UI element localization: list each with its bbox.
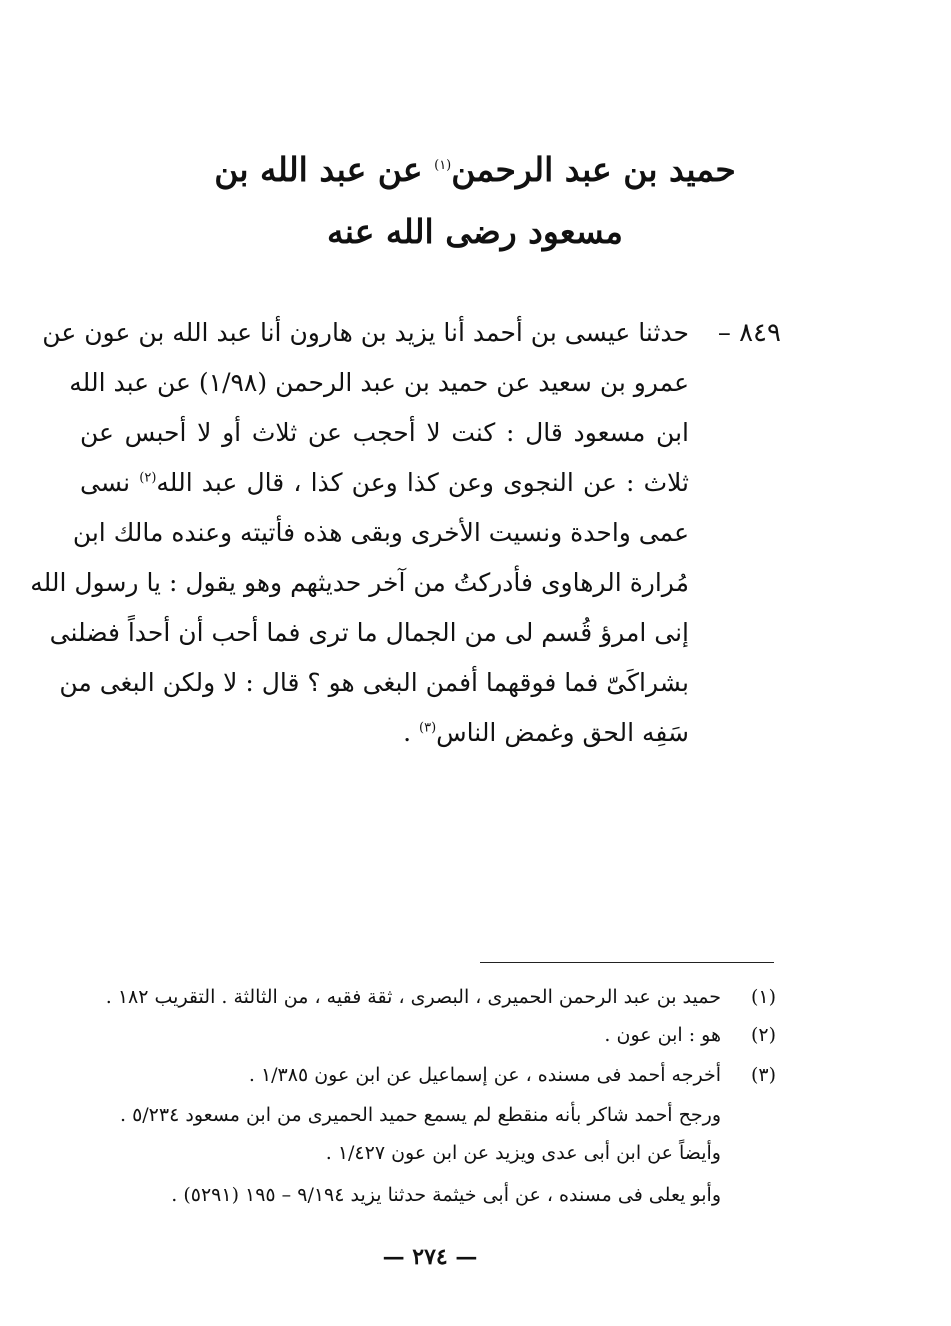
- hadith-line-7: إنى امرؤ قُسم لى من الجمال ما ترى فما أحب أن أحداً فضلنى: [49, 618, 689, 647]
- heading-text-rest: عن عبد الله بن: [214, 150, 435, 189]
- footnote-3-continuation-2: وأيضاً عن ابن أبى عدى ويزيد عن ابن عون ١/٤٢٧ .: [325, 1142, 721, 1164]
- hadith-line-4-rest: نسى: [80, 468, 140, 497]
- hadith-number: ٨٤٩ –: [717, 318, 781, 348]
- chapter-heading-line-2: مسعود رضى الله عنه: [327, 212, 623, 251]
- hadith-line-1: حدثنا عيسى بن أحمد أنا يزيد بن هارون أنا عبد الله بن عون عن: [42, 318, 689, 347]
- hadith-line-6: مُرارة الرهاوى فأدركتُ من آخر حديثهم وهو يقول : يا رسول الله: [30, 568, 689, 597]
- hadith-line-4: [80, 463, 689, 503]
- hadith-line-8: بشراكَىّ فما فوقهما أفمن البغى هو ؟ قال : لا ولكن البغى من: [59, 668, 689, 697]
- footnote-mark-2: (٢): [750, 1024, 776, 1046]
- footnote-ref-2: (٢): [139, 470, 157, 486]
- footnote-2: هو : ابن عون .: [604, 1024, 721, 1046]
- hadith-line-4-text: ثلاث : عن النجوى وعن كذا وعن كذا ، قال عبد الله: [156, 468, 690, 497]
- footnote-ref-3: (٣): [419, 720, 437, 736]
- heading-text: حميد بن عبد الرحمن: [451, 150, 736, 189]
- footnote-mark-1: (١): [750, 986, 776, 1008]
- hadith-line-2: عمرو بن سعيد عن حميد بن عبد الرحمن (١/٩٨) عن عبد الله: [69, 368, 689, 397]
- hadith-line-9: [403, 713, 689, 753]
- hadith-line-9-end: .: [403, 718, 419, 747]
- footnote-separator: [480, 962, 774, 963]
- footnote-3-continuation-1: ورجح أحمد شاكر بأنه منقطع لم يسمع حميد الحميرى من ابن مسعود ٥/٢٣٤ .: [119, 1104, 721, 1126]
- footnote-1: حميد بن عبد الرحمن الحميرى ، البصرى ، ثقة فقيه ، من الثالثة . التقريب ١٨٢ .: [105, 986, 721, 1008]
- footnote-ref-1: (١): [434, 158, 452, 173]
- footnote-mark-3: (٣): [750, 1064, 776, 1086]
- hadith-line-3: ابن مسعود قال : كنت لا أحجب عن ثلاث أو لا أحبس عن: [80, 418, 689, 447]
- hadith-line-5: عمى واحدة ونسيت الأخرى وبقى هذه فأتيته وعنده مالك ابن: [72, 518, 689, 547]
- page-number: — ٢٧٤ —: [382, 1244, 478, 1270]
- footnote-3-continuation-3: وأبو يعلى فى مسنده ، عن أبى خيثمة حدثنا يزيد ٩/١٩٤ – ١٩٥ (٥٢٩١) .: [171, 1184, 721, 1206]
- chapter-heading-line-1: [150, 150, 800, 190]
- hadith-line-9-text: سَفِه الحق وغمض الناس: [436, 718, 689, 747]
- footnote-3: أخرجه أحمد فى مسنده ، عن إسماعيل عن ابن عون ١/٣٨٥ .: [248, 1064, 721, 1086]
